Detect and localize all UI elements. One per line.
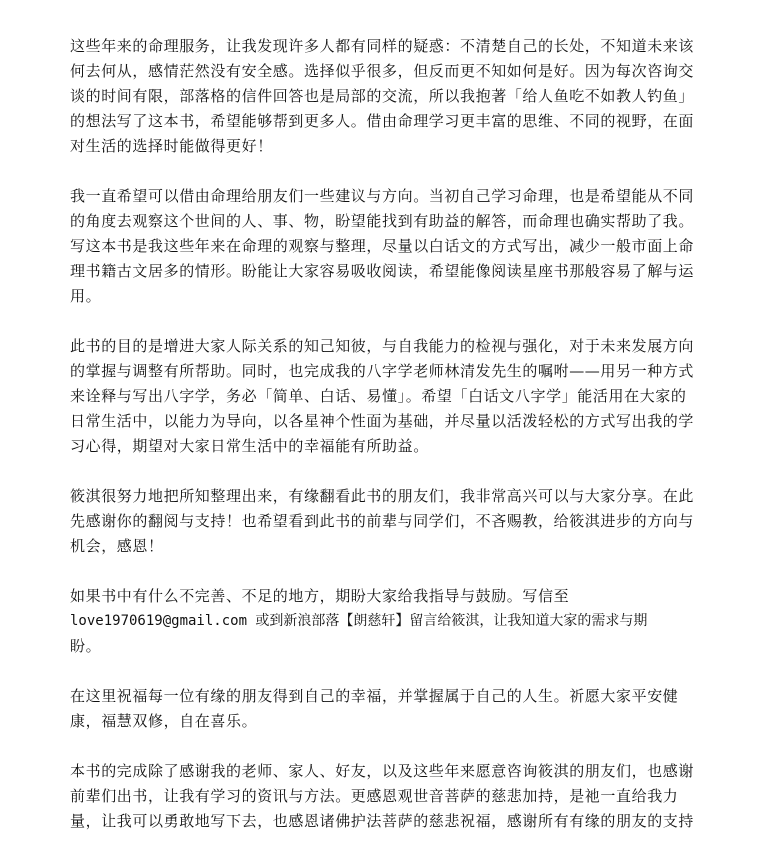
- text-line: 康，福慧双修，自在喜乐。: [70, 712, 258, 730]
- text-line: 习心得，期望对大家日常生活中的幸福能有所助益。: [70, 437, 429, 455]
- text-line: 量，让我可以勇敢地写下去，也感恩诸佛护法菩萨的慈悲祝福，感谢所有有缘的朋友的支持: [70, 812, 695, 830]
- email-line: love1970619@gmail.com 或到新浪部落【朗慈轩】留言给筱淇，让我知道大家的需求与期: [70, 613, 648, 629]
- text-line: 谈的时间有限，部落格的信件回答也是局部的交流，所以我抱著「给人鱼吃不如教人钓鱼」: [70, 87, 695, 105]
- text-line: 本书的完成除了感谢我的老师、家人、好友，以及这些年来愿意咨询筱淇的朋友们，也感谢: [70, 762, 695, 780]
- text-line: 用。: [70, 287, 102, 305]
- text-line: 先感谢你的翻阅与支持！也希望看到此书的前辈与同学们，不吝赐教，给筱淇进步的方向与: [70, 512, 695, 530]
- text-line: 此书的目的是增进大家人际关系的知己知彼，与自我能力的检视与强化，对于未来发展方向: [70, 337, 695, 355]
- paragraph-sharing: [70, 484, 720, 559]
- text-line: 如果书中有什么不完善、不足的地方，期盼大家给我指导与鼓励。写信至: [70, 587, 570, 605]
- paragraph-thanks: [70, 759, 720, 834]
- text-line: 日常生活中，以能力为导向，以各星神个性面为基础，并尽量以活泼轻松的方式写出我的学: [70, 412, 695, 430]
- text-line: 机会，感恩！: [70, 537, 164, 555]
- text-line: 对生活的选择时能做得更好！: [70, 137, 273, 155]
- text-line: 这些年来的命理服务，让我发现许多人都有同样的疑惑：不清楚自己的长处，不知道未来该: [70, 37, 695, 55]
- text-line: 来诠释与写出八字学，务必「简单、白话、易懂」。希望「白话文八字学」能活用在大家的: [70, 387, 687, 405]
- text-line: 前辈们出书，让我有学习的资讯与方法。更感恩观世音菩萨的慈悲加持，是祂一直给我力: [70, 787, 679, 805]
- text-line: 理书籍古文居多的情形。盼能让大家容易吸收阅读，希望能像阅读星座书那般容易了解与运: [70, 262, 695, 280]
- paragraph-intro: [70, 34, 720, 159]
- text-line: 写这本书是我这些年来在命理的观察与整理，尽量以白话文的方式写出，减少一般市面上命: [70, 237, 695, 255]
- text-line: 的掌握与调整有所帮助。同时，也完成我的八字学老师林清发先生的嘱咐——用另一种方式: [70, 362, 695, 380]
- document-body: [70, 34, 720, 859]
- paragraph-purpose: [70, 334, 720, 459]
- text-line: 盼。: [70, 637, 102, 655]
- paragraph-blessing: [70, 684, 720, 734]
- paragraph-contact: [70, 584, 720, 659]
- paragraph-motivation: [70, 184, 720, 309]
- text-line: 的角度去观察这个世间的人、事、物，盼望能找到有助益的解答，而命理也确实帮助了我。: [70, 212, 695, 230]
- text-line: 筱淇很努力地把所知整理出来，有缘翻看此书的朋友们，我非常高兴可以与大家分享。在此: [70, 487, 695, 505]
- text-line: 我一直希望可以借由命理给朋友们一些建议与方向。当初自己学习命理，也是希望能从不同: [70, 187, 695, 205]
- text-line: 在这里祝福每一位有缘的朋友得到自己的幸福，并掌握属于自己的人生。祈愿大家平安健: [70, 687, 679, 705]
- text-line: 的想法写了这本书，希望能够帮到更多人。借由命理学习更丰富的思维、不同的视野，在面: [70, 112, 695, 130]
- text-line: 何去何从，感情茫然没有安全感。选择似乎很多，但反而更不知如何是好。因为每次咨询交: [70, 62, 695, 80]
